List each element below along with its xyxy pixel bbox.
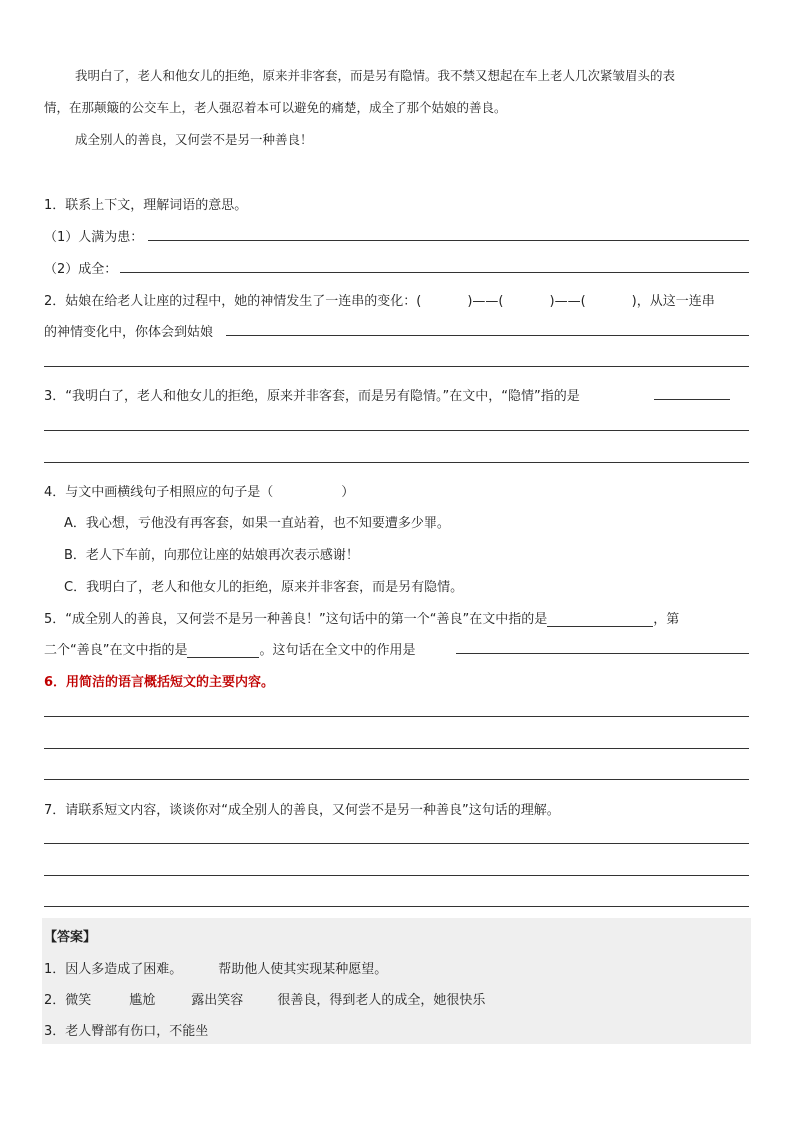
answer-line[interactable] — [44, 716, 749, 717]
answer-line[interactable] — [44, 366, 749, 367]
passage-line-2: 情，在那颠簸的公交车上，老人强忍着本可以避免的痛楚，成全了那个姑娘的善良。 — [44, 100, 507, 115]
answer-2-part-2: 尴尬 — [129, 993, 156, 1008]
question-4-text: 4．与文中画横线句子相照应的句子是（ — [44, 485, 274, 500]
question-5-text-4: 。这句话在全文中的作用是 — [259, 643, 416, 658]
answer-line[interactable] — [654, 399, 730, 400]
answer-line[interactable] — [120, 272, 749, 273]
answer-line[interactable] — [44, 748, 749, 749]
question-1-item-2: （2）成全： — [44, 262, 118, 277]
option-a[interactable]: A．我心想，亏他没有再客套，如果一直站着，也不知要遭多少罪。 — [64, 516, 450, 531]
answer-line[interactable] — [456, 653, 749, 654]
answer-1-part-2: 帮助他人使其实现某种愿望。 — [218, 962, 388, 977]
answer-line[interactable] — [44, 906, 749, 907]
answer-2-part-3: 露出笑容 — [191, 993, 244, 1008]
option-c[interactable]: C．我明白了，老人和他女儿的拒绝，原来并非客套，而是另有隐情。 — [64, 580, 464, 595]
question-4-close: ） — [341, 485, 355, 500]
option-b[interactable]: B．老人下车前，向那位让座的姑娘再次表示感谢！ — [64, 548, 359, 563]
answer-line[interactable] — [44, 843, 749, 844]
answer-line[interactable] — [44, 430, 749, 431]
question-2-dash-2: )——( — [549, 294, 586, 309]
answer-1-part-1: 1．因人多造成了困难。 — [44, 962, 183, 977]
passage-line-3: 成全别人的善良，又何尝不是另一种善良！ — [75, 132, 313, 147]
passage-line-1: 我明白了，老人和他女儿的拒绝，原来并非客套，而是另有隐情。我不禁又想起在车上老人几次紧皱眉头的表 — [75, 68, 676, 83]
answer-1 — [44, 958, 387, 977]
answer-line[interactable] — [226, 335, 749, 336]
question-5-line-2 — [44, 639, 416, 658]
answer-blank-2[interactable] — [187, 643, 259, 658]
question-6-stem: 6．用简洁的语言概括短文的主要内容。 — [44, 675, 275, 690]
question-5-line-1 — [44, 608, 679, 627]
question-2-line-2: 的神情变化中，你体会到姑娘 — [44, 325, 214, 340]
question-2-dash-1: )——( — [467, 294, 504, 309]
answer-line[interactable] — [44, 875, 749, 876]
question-7-stem: 7．请联系短文内容，谈谈你对“成全别人的善良，又何尝不是另一种善良”这句话的理解。 — [44, 803, 560, 818]
answer-line[interactable] — [44, 779, 749, 780]
question-3-stem: 3．“我明白了，老人和他女儿的拒绝，原来并非客套，而是另有隐情。”在文中，“隐情”指的是 — [44, 389, 580, 404]
question-5-text-2: ，第 — [653, 612, 680, 627]
answer-3: 3．老人臀部有伤口，不能坐 — [44, 1024, 209, 1039]
answer-blank-1[interactable] — [547, 612, 653, 627]
question-5-text-3: 二个“善良”在文中指的是 — [44, 643, 188, 658]
answer-line[interactable] — [44, 462, 749, 463]
question-2-line-1 — [44, 290, 715, 309]
question-1-stem: 1．联系上下文，理解词语的意思。 — [44, 198, 248, 213]
answer-2-part-4: 很善良，得到老人的成全，她很快乐 — [277, 993, 486, 1008]
question-2-text-end: )，从这一连串 — [631, 294, 715, 309]
question-2-text: 2．姑娘在给老人让座的过程中，她的神情发生了一连串的变化：( — [44, 294, 422, 309]
answer-2 — [44, 989, 485, 1008]
question-5-text: 5．“成全别人的善良，又何尝不是另一种善良！”这句话中的第一个“善良”在文中指的是 — [44, 612, 548, 627]
question-4-stem — [44, 481, 354, 500]
answer-line[interactable] — [148, 240, 749, 241]
answer-title: 【答案】 — [44, 930, 97, 945]
question-1-item-1: （1）人满为患： — [44, 230, 144, 245]
answer-2-part-1: 2．微笑 — [44, 993, 92, 1008]
